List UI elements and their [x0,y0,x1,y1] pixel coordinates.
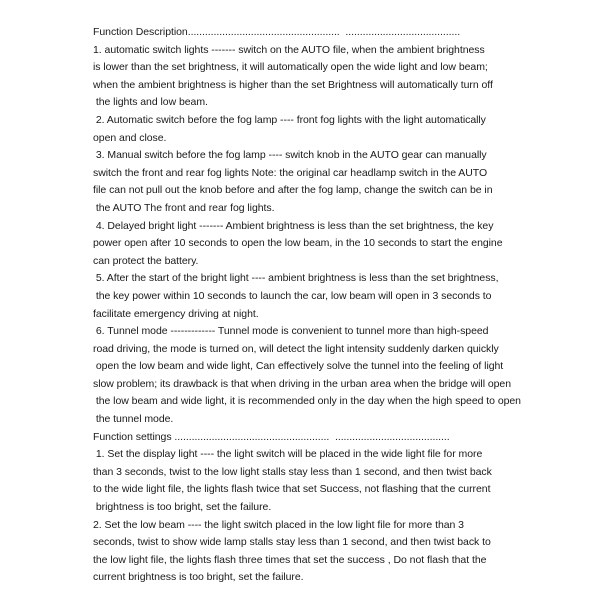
settings-line: brightness is too bright, set the failure. [93,501,272,514]
description-line: the tunnel mode. [93,413,174,426]
description-line: open the low beam and wide light, Can effectively solve the tunnel into the feeling of light [93,360,504,373]
description-line: 3. Manual switch before the fog lamp ---- switch knob in the AUTO gear can manually [93,149,487,162]
description-line: slow problem; its drawback is that when driving in the urban area when the bridge will open [93,377,512,390]
description-line: facilitate emergency driving at night. [93,307,259,320]
description-line: when the ambient brightness is higher than the set Brightness will automatically turn off [93,78,493,91]
settings-line: current brightness is too bright, set the failure. [93,571,304,584]
description-line: is lower than the set brightness, it will automatically open the wide light and low beam; [93,61,488,74]
function-settings-heading: Function settings ...................................................... ........................................ [93,430,450,443]
description-line: road driving, the mode is turned on, will detect the light intensity suddenly darken quickly [93,342,499,355]
settings-line: the low light file, the lights flash three times that set the success , Do not flash that the [93,553,487,566]
description-line: can protect the battery. [93,254,199,267]
description-line: 5. After the start of the bright light ---- ambient brightness is less than the set brightness, [93,272,499,285]
description-line: the lights and low beam. [93,96,208,109]
settings-line: 2. Set the low beam ---- the light switch placed in the low light file for more than 3 [93,518,464,531]
description-line: file can not pull out the knob before and after the fog lamp, change the switch can be in [93,184,493,197]
description-line: 6. Tunnel mode ------------- Tunnel mode is convenient to tunnel more than high-speed [93,325,489,338]
description-line: 4. Delayed bright light ------- Ambient brightness is less than the set brightness, the key [93,219,494,232]
description-line: the AUTO The front and rear fog lights. [93,201,275,214]
settings-line: seconds, twist to show wide lamp stalls stay less than 1 second, and then twist back to [93,536,491,549]
function-description-heading: Function Description..................................................... ........................................ [93,26,461,38]
description-line: the low beam and wide light, it is recommended only in the day when the high speed to open [93,395,521,408]
description-line: power open after 10 seconds to open the low beam, in the 10 seconds to start the engine [93,237,503,250]
settings-line: to the wide light file, the lights flash twice that set Success, not flashing that the current [93,483,491,496]
description-line: the key power within 10 seconds to launch the car, low beam will open in 3 seconds to [93,289,492,302]
description-line: 2. Automatic switch before the fog lamp ---- front fog lights with the light automatically [93,113,486,126]
description-line: 1. automatic switch lights ------- switch on the AUTO file, when the ambient brightness [93,43,485,56]
settings-line: 1. Set the display light ---- the light switch will be placed in the wide light file for more [93,448,483,461]
description-line: open and close. [93,131,167,144]
settings-line: than 3 seconds, twist to the low light stalls stay less than 1 second, and then twist back [93,465,492,478]
description-line: switch the front and rear fog lights Note: the original car headlamp switch in the AUTO [93,166,488,179]
document-body [93,24,593,587]
